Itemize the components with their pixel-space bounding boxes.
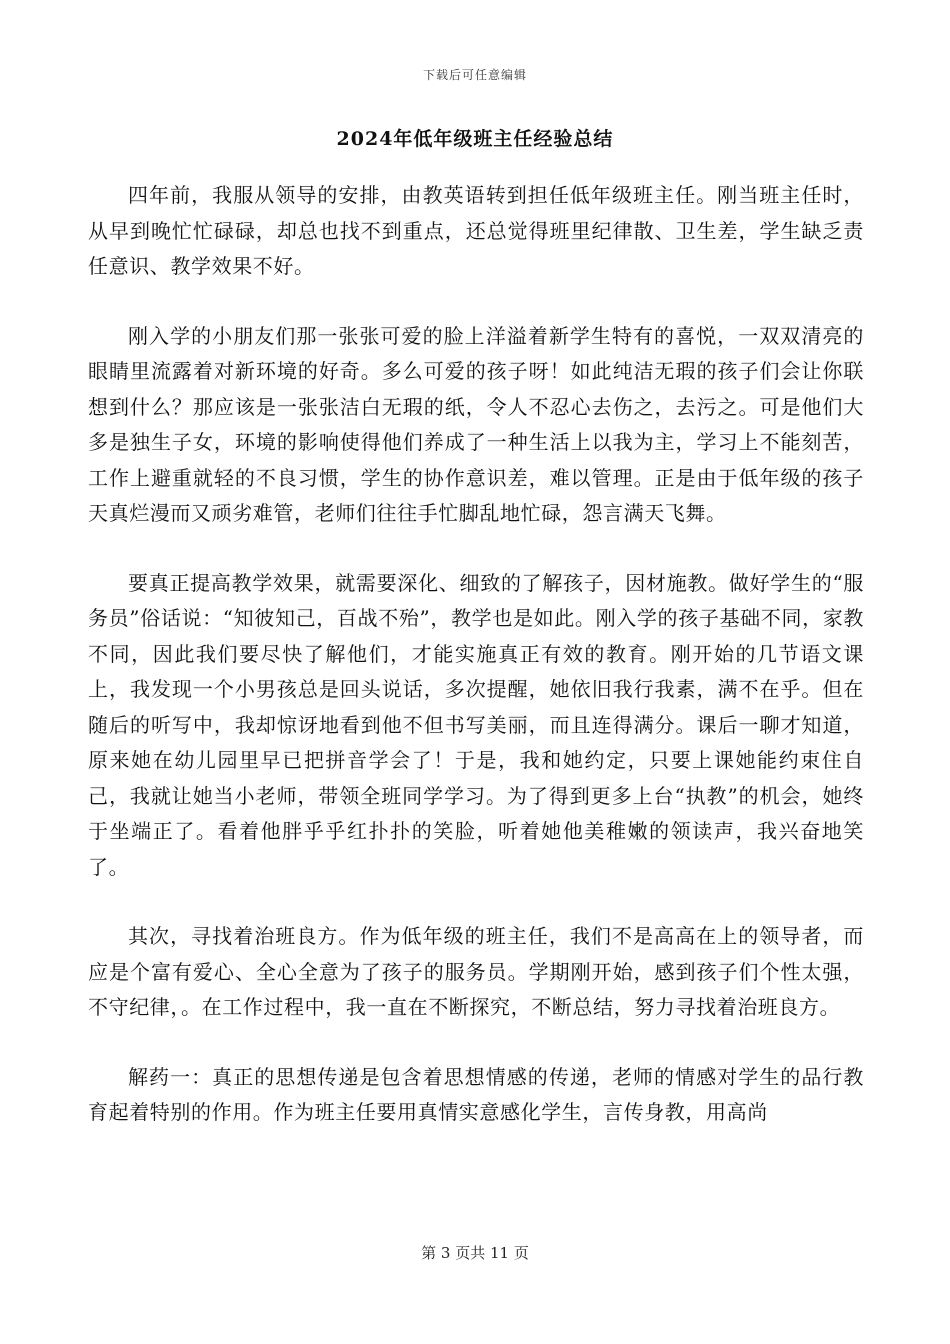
paragraph-3: 要真正提高教学效果，就需要深化、细致的了解孩子，因材施教。做好学生的“服务员”俗话说：“知彼知己，百战不殆”，教学也是如此。刚入学的孩子基础不同，家教不同，因此我们要尽快了解他们，才能实施真正有效的教育。刚开始的几节语文课上，我发现一个小男孩总是回头说话，多次提醒，她依旧我行我素，满不在乎。但在随后的听写中，我却惊讶地看到他不但书写美丽，而且连得满分。课后一聊才知道，原来她在幼儿园里早已把拼音学会了！于是，我和她约定，只要上课她能约束住自己，我就让她当小老师，带领全班同学学习。为了得到更多上台“执教”的机会，她终于坐端正了。看着他胖乎乎红扑扑的笑脸，听着她他美稚嫩的领读声，我兴奋地笑了。: [88, 570, 864, 879]
page-number: 第 3 页共 11 页: [421, 1244, 529, 1262]
document-title: 2024年低年级班主任经验总结: [336, 128, 614, 150]
document-body: [88, 178, 864, 1165]
header-note: 下载后可任意编辑: [422, 68, 527, 82]
paragraph-4: 其次，寻找着治班良方。作为低年级的班主任，我们不是高高在上的领导者，而应是个富有爱心、全心全意为了孩子的服务员。学期刚开始，感到孩子们个性太强，不守纪律，。在工作过程中，我一直在不断探究，不断总结，努力寻找着治班良方。: [88, 924, 864, 1019]
paragraph-2: 刚入学的小朋友们那一张张可爱的脸上洋溢着新学生特有的喜悦，一双双清亮的眼睛里流露着对新环境的好奇。多么可爱的孩子呀！如此纯洁无瑕的孩子们会让你联想到什么？那应该是一张张洁白无瑕的纸，令人不忍心去伤之，去污之。可是他们大多是独生子女，环境的影响使得他们养成了一种生活上以我为主，学习上不能刻苦，工作上避重就轻的不良习惯，学生的协作意识差，难以管理。正是由于低年级的孩子天真烂漫而又顽劣难管，老师们往往手忙脚乱地忙碌，怨言满天飞舞。: [88, 323, 864, 525]
paragraph-1: 四年前，我服从领导的安排，由教英语转到担任低年级班主任。刚当班主任时，从早到晚忙忙碌碌，却总也找不到重点，还总觉得班里纪律散、卫生差，学生缺乏责任意识、教学效果不好。: [88, 183, 864, 278]
paragraph-5: 解药一：真正的思想传递是包含着思想情感的传递，老师的情感对学生的品行教育起着特别的作用。作为班主任要用真情实意感化学生，言传身教，用高尚: [88, 1064, 864, 1124]
